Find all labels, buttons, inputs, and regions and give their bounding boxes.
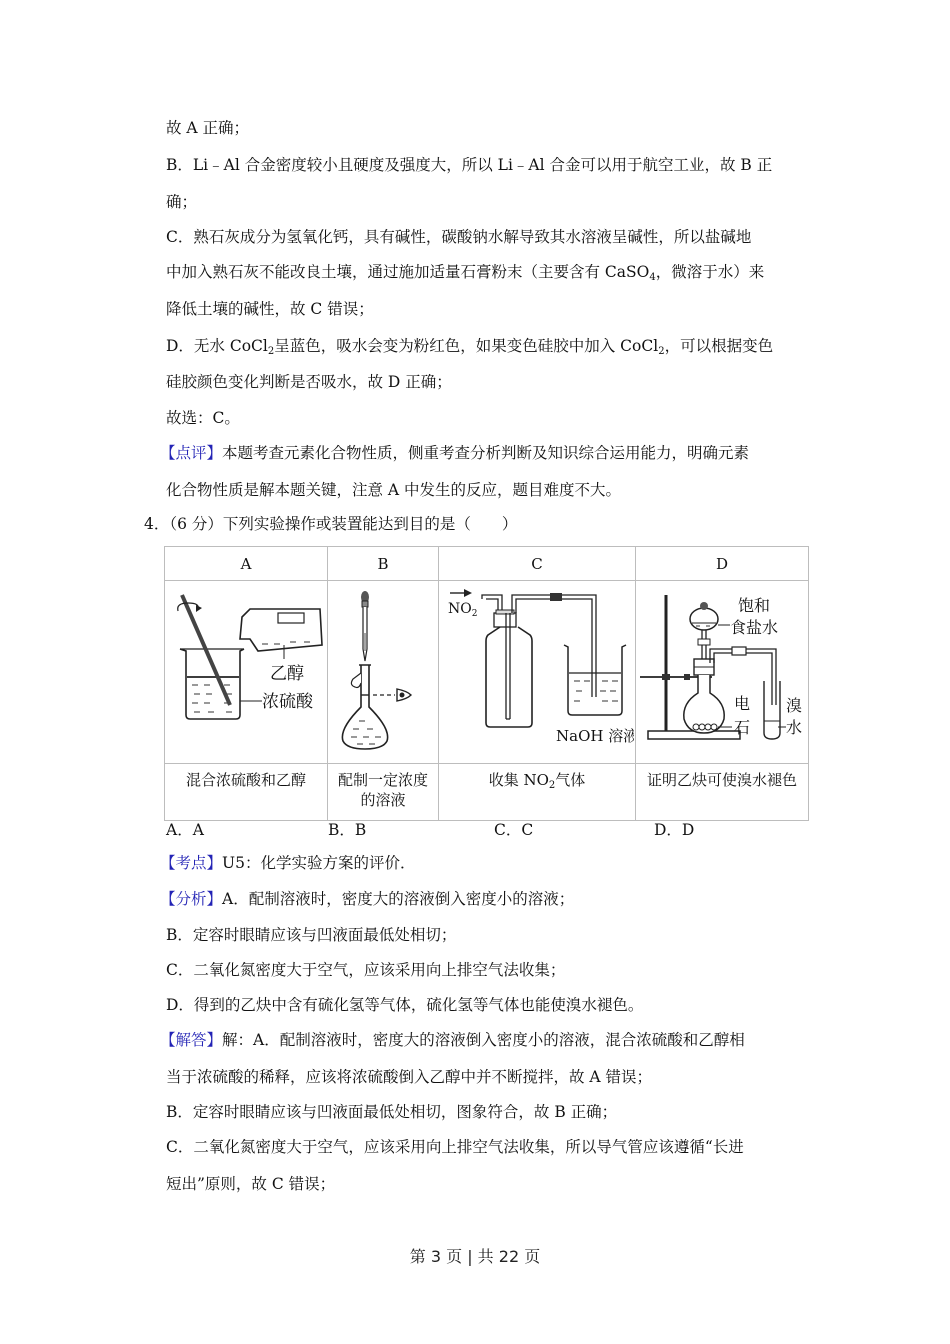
caption-d: 证明乙炔可使溴水褪色 [636,764,809,821]
text-line: 中加入熟石灰不能改良土壤，通过施加适量石膏粉末（主要含有 CaSO$_4$，微溶于水）来 [166,263,765,283]
text-line: B．Li﹣Al 合金密度较小且硬度及强度大，所以 Li﹣Al 合金可以用于航空工业，故 B 正 [166,156,773,174]
comment-tag: 【点评】 [160,444,223,462]
text-line: 故 A 正确； [166,119,250,137]
fenxi-line: 【分析】A．配制溶液时，密度大的溶液倒入密度小的溶液； [160,890,575,908]
gas-collection-figure [440,581,634,759]
figure-d-cell [636,581,809,764]
question-title: 4．（6 分）下列实验操作或装置能达到目的是（ ） [144,515,518,533]
text-line: 降低土壤的碱性，故 C 错误； [166,300,374,318]
jieda-line: C．二氧化氮密度大于空气，应该采用向上排空气法收集，所以导气管应该遵循“长进 [166,1138,744,1156]
comment-line: 【点评】本题考查元素化合物性质，侧重考查分析判断及知识综合运用能力，明确元素 [160,444,750,462]
acetylene-apparatus-figure [636,581,808,759]
jieda-line: B．定容时眼睛应该与凹液面最低处相切，图象符合，故 B 正确； [166,1103,618,1121]
svg-text:NO2: $NO_2$ [448,601,478,619]
fenxi-line: D．得到的乙炔中含有硫化氢等气体，硫化氢等气体也能使溴水褪色。 [166,996,644,1014]
svg-text:水: 水 [786,718,803,737]
option-d: D．D [654,821,695,839]
text-line: 确； [166,193,198,211]
text-line: 硅胶颜色变化判断是否吸水，故 D 正确； [166,373,452,391]
text-line: C．熟石灰成分为氢氧化钙，具有碱性，碳酸钠水解导致其水溶液呈碱性，所以盐碱地 [166,228,752,246]
header-a: A [165,547,328,581]
header-c: C [439,547,636,581]
svg-text:溴: 溴 [786,696,803,715]
kaodian-tag: 【考点】 [160,854,223,872]
figure-b-cell [328,581,439,764]
jieda-line: 短出”原则，故 C 错误； [166,1175,336,1193]
header-b: B [328,547,439,581]
mixing-beaker-figure [166,581,326,759]
kaodian-line: 【考点】U5：化学实验方案的评价． [160,854,416,872]
jieda-line: 【解答】解：A．配制溶液时，密度大的溶液倒入密度小的溶液，混合浓硫酸和乙醇相 [160,1031,745,1049]
jieda-line: 当于浓硫酸的稀释，应该将浓硫酸倒入乙醇中并不断搅拌，故 A 错误； [166,1068,653,1086]
question-table [164,546,809,821]
svg-text:饱和: 饱和 [738,596,771,615]
header-d: D [636,547,809,581]
option-a: A．A [166,821,204,839]
svg-text:食盐水: 食盐水 [730,618,779,637]
figure-c-cell [439,581,636,764]
volumetric-flask-figure [329,581,437,759]
text-line: D．无水 CoCl$_2$呈蓝色，吸水会变为粉红色，如果变色硅胶中加入 CoCl$_2$，可以根据变色 [166,337,774,357]
fenxi-line: B．定容时眼睛应该与凹液面最低处相切； [166,926,457,944]
fenxi-line: C．二氧化氮密度大于空气，应该采用向上排空气法收集； [166,961,566,979]
caption-b: 配制一定浓度 的溶液 [328,764,439,821]
caption-c: 收集 $NO_2$气体 [439,764,636,821]
comment-line: 化合物性质是解本题关键，注意 A 中发生的反应，题目难度不大。 [166,481,622,499]
option-b: B．B [328,821,367,839]
caption-a: 混合浓硫酸和乙醇 [165,764,328,821]
svg-text:浓硫酸: 浓硫酸 [262,692,313,712]
option-c: C．C [494,821,534,839]
figure-a-cell [165,581,328,764]
svg-text:石: 石 [734,718,751,737]
svg-text:电: 电 [734,694,751,713]
fenxi-tag: 【分析】 [160,890,223,908]
svg-text:NaOH 溶液: NaOH 溶液 [556,727,634,745]
text-line: 故选：C。 [166,409,240,427]
page-footer: 第 3 页 | 共 22 页 [409,1247,541,1266]
svg-text:乙醇: 乙醇 [270,664,304,684]
jieda-tag: 【解答】 [160,1031,223,1049]
